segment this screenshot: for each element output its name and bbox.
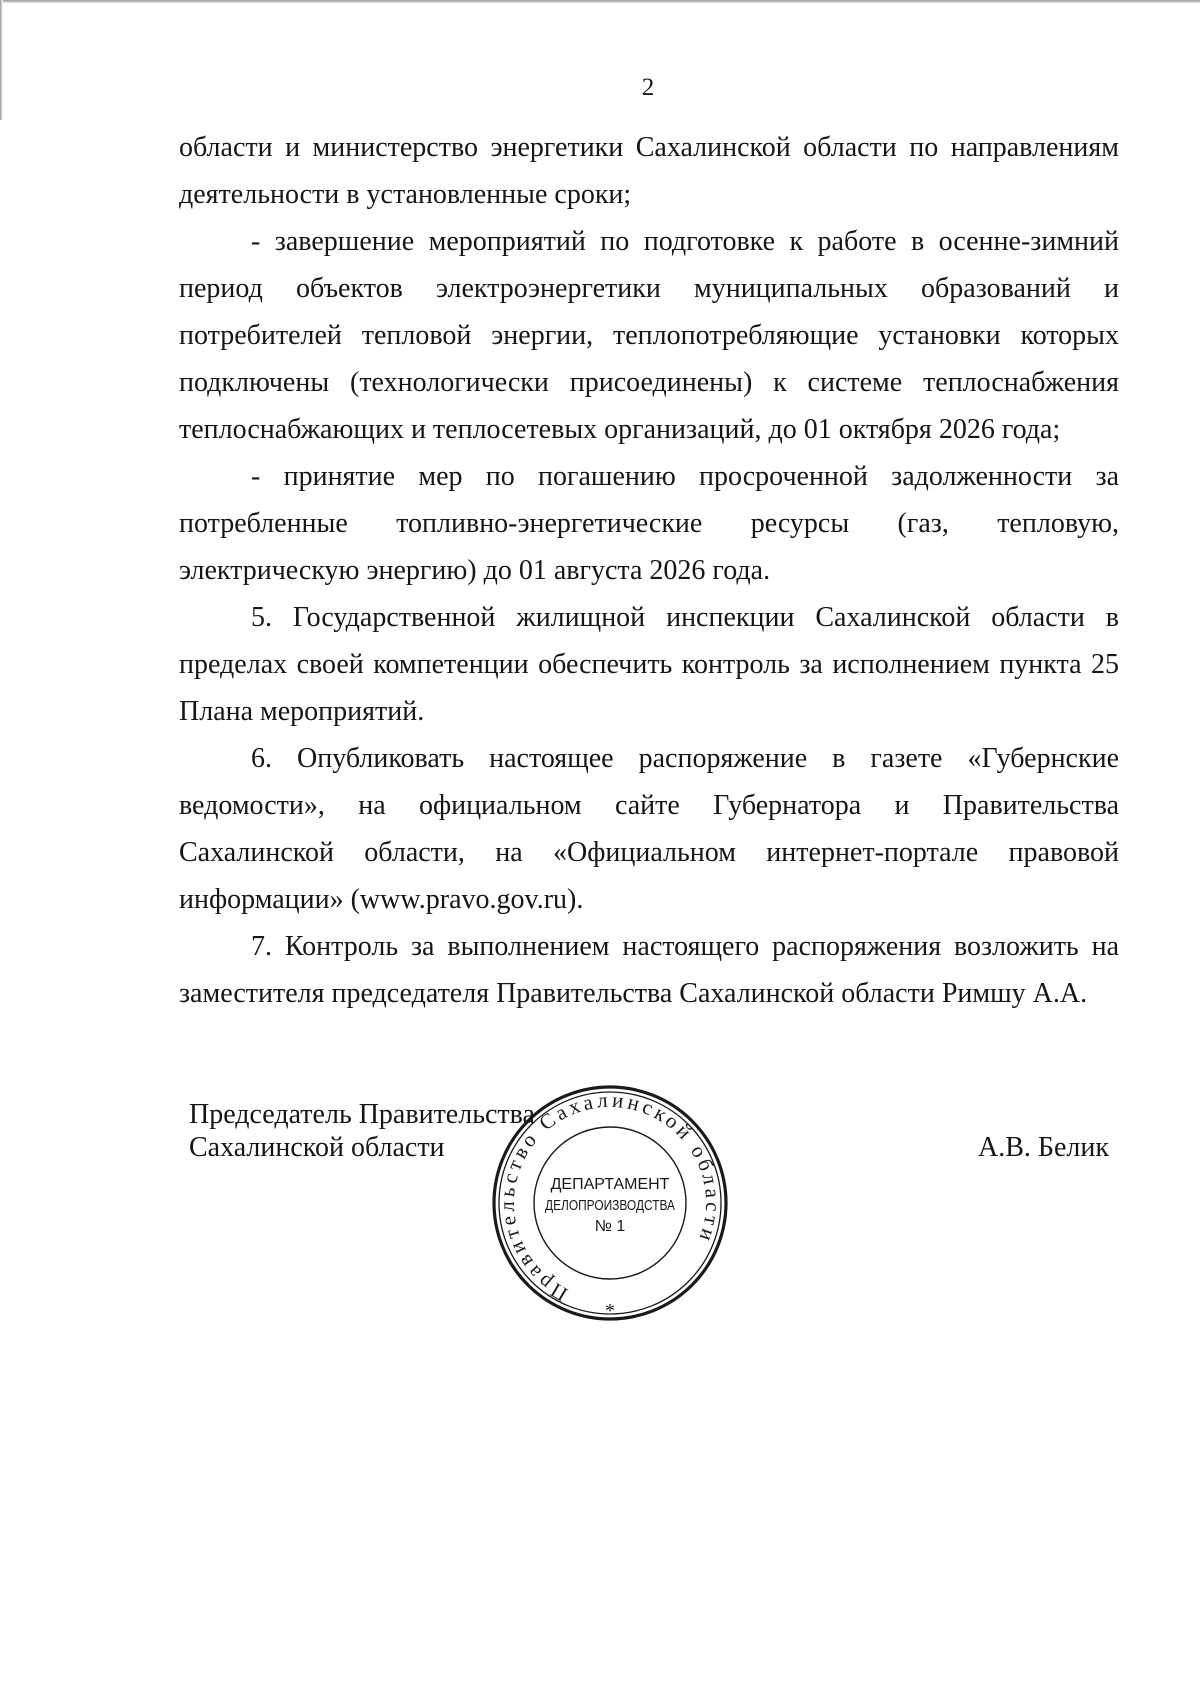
signatory-name: А.В. Белик — [978, 1132, 1109, 1163]
seal-ring-text: Правительство Сахалинской области — [494, 1087, 726, 1307]
seal-star: * — [605, 1300, 615, 1322]
signatory-title-line-1: Председатель Правительства — [189, 1099, 535, 1130]
paragraph-item-5: 5. Государственной жилищной инспекции Сахалинской области в пределах своей компетенции обеспечить контроль за исполнением пункта 25 Плана мероприятий. — [179, 602, 1119, 727]
seal-inner-line-3: № 1 — [594, 1218, 626, 1235]
paragraph-preparation-deadline: - завершение мероприятий по подготовке к работе в осенне-зимний период объектов электроэнергетики муниципальных образований и потребителей тепловой энергии, теплопотребляющие установки которых подключены (технологически присоединены) к системе теплоснабжения теплоснабжающих и теплосетевых организаций, до 01 октября 2026 года; — [179, 226, 1119, 445]
signatory-title-line-2: Сахалинской области — [189, 1132, 445, 1163]
paragraph-debt-repayment: - принятие мер по погашению просроченной задолженности за потребленные топливно-энергетические ресурсы (газ, тепловую, электрическую энергию) до 01 августа 2026 года. — [179, 461, 1119, 586]
page-number: 2 — [641, 74, 655, 101]
seal-inner-line-1: ДЕПАРТАМЕНТ — [550, 1176, 670, 1193]
scan-edge — [0, 0, 1200, 3]
paragraph-item-7: 7. Контроль за выполнением настоящего распоряжения возложить на заместителя председателя Правительства Сахалинской области Римшу А.А. — [179, 931, 1119, 1009]
official-seal — [490, 1083, 730, 1323]
paragraph-item-6: 6. Опубликовать настоящее распоряжение в газете «Губернские ведомости», на официальном сайте Губернатора и Правительства Сахалинской области, на «Официальном интернет-портале правовой информации» (www.pravo.gov.ru). — [179, 743, 1119, 915]
signatory-title — [189, 1098, 535, 1164]
scan-edge — [0, 0, 3, 120]
seal-inner-line-2: ДЕЛОПРОИЗВОДСТВА — [545, 1197, 675, 1214]
paragraph-continuation: области и министерство энергетики Сахалинской области по направлениям деятельности в установленные сроки; — [179, 132, 1119, 210]
document-body — [179, 124, 1119, 1017]
